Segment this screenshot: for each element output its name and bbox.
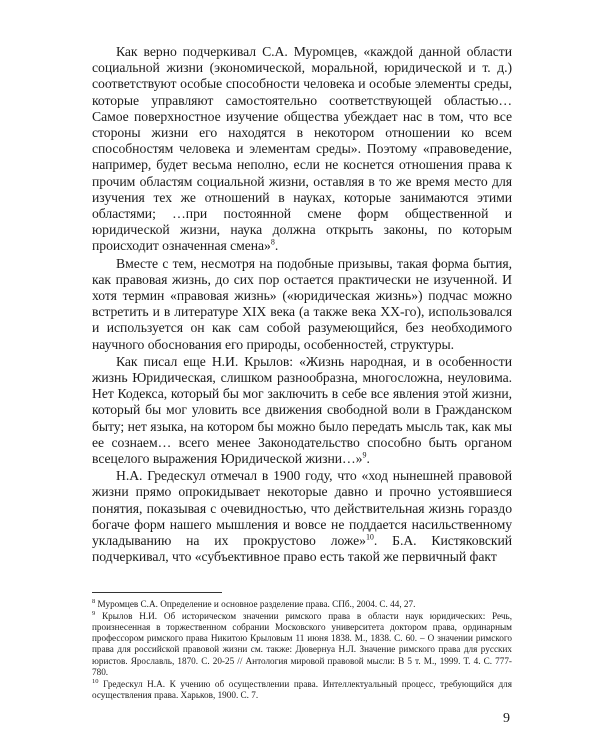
footnote-number: 10 <box>92 677 99 685</box>
paragraph-tail: . <box>274 238 279 254</box>
page-number: 9 <box>503 711 510 726</box>
paragraph-text: Как писал еще Н.И. Крылов: «Жизнь народная, и в особенности жизнь Юридическая, слишком разнообразна, многосложна, неуловима. Нет Кодекса, который бы мог заключить в себе все явления этой жизни, который бы мог уловить все движения свободной воли в Гражданском быту; нет языка, на котором бы можно было передать мысль так, как мы ее сознаем… всего менее Законодательство способно быть органом всецелого выражения Юридической жизни…» <box>92 353 512 467</box>
footnote-ref[interactable]: 10 <box>365 532 374 542</box>
footnote-text: Муромцев С.А. Определение и основное разделение права. СПб., 2004. С. 44, 27. <box>97 598 416 609</box>
paragraph-tail: . <box>366 451 370 467</box>
footnote-text: Крылов Н.И. Об историческом значении римского права в области наук юридических: Речь, произнесенная в торжественном собрании Московского университета доктором права, ординарным профессором римского права Никитою Крыловым 11 июня 1838. М., 1838. С. 60. – О значении римского права для российской правовой жизни см. также: Дювернуа Н.Л. Значение римского права для русских юристов. Ярославль, 1870. С. 20-25 // Антология мировой правовой мысли: В 5 т. М., 1999. Т. 4. С. 777-780. <box>92 610 512 677</box>
footnote-ref[interactable]: 8 <box>270 237 275 247</box>
page-body <box>92 44 512 701</box>
footnote-item <box>92 679 512 701</box>
footnote-text: Гредескул Н.А. К учению об осуществлении права. Интеллектуальный процесс, требующийся для осуществления права. Харьков, 1900. С. 7. <box>92 678 512 701</box>
footnote-item <box>92 611 512 678</box>
footnote-divider <box>92 592 222 593</box>
body-paragraph <box>92 354 512 467</box>
body-paragraph <box>92 468 512 565</box>
paragraph-tail: . Б.А. Кистяковский подчеркивал, что «субъективное право есть такой же первичный факт <box>92 533 512 565</box>
paragraph-text: Как верно подчеркивал С.А. Муромцев, «каждой данной области социальной жизни (экономической, моральной, юридической и т. д.) соответствуют особые способности человека и особые элементы среды, которые управляют самостоятельно соответствующей областью… Самое поверхностное изучение общества убеждает нас в том, что все стороны жизни его находятся в некотором отношении ко всем способностям человека и элементам среды». Поэтому «правоведение, например, будет весьма неполно, если не коснется отношения права к прочим областям социальной жизни, оставляя в то же время место для изучения тех же отношений в науках, которые занимаются этими областями; …при постоянной смене форм общественной и юридической жизни, наука должна открыть законы, по которым происходит означенная смена» <box>92 44 512 254</box>
paragraph-text: Вместе с тем, несмотря на подобные призывы, такая форма бытия, как правовая жизнь, до сих пор остается практически не изученной. И хотя термин «правовая жизнь» («юридическая жизнь») подчас можно встретить и в литературе XIX века (а также века XX-го), использовался и используется он как сам собой разумеющийся, без необходимого научного обоснования его природы, особенностей, структуры. <box>92 255 512 352</box>
footnote-item <box>92 599 512 610</box>
footnote-number: 9 <box>92 609 96 617</box>
footnotes <box>92 599 512 702</box>
body-paragraph <box>92 44 512 255</box>
body-paragraph <box>92 256 512 353</box>
footnote-ref[interactable]: 9 <box>362 450 367 460</box>
footnote-number: 8 <box>92 597 96 605</box>
paragraph-text: Н.А. Гредескул отмечал в 1900 году, что «ход нынешней правовой жизни прямо опрокидывает некоторые давно и прочно устоявшиеся понятия, показывая с очевидностью, что действительная жизнь гораздо богаче форм нашего мышления и вовсе не поддается насильственному укладыванию на их прокрустово ложе» <box>92 468 512 549</box>
